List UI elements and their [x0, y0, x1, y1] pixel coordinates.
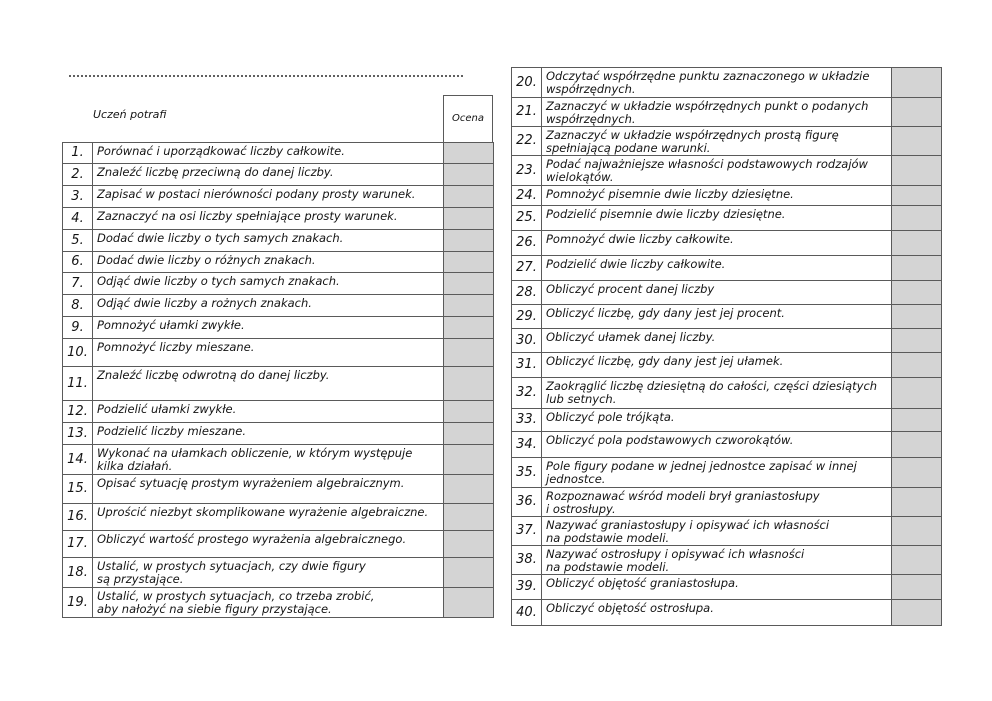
- checklist-row: [63, 423, 494, 445]
- item-number: 8.: [63, 295, 93, 317]
- item-number: 23.: [512, 156, 542, 186]
- grade-cell: [892, 206, 942, 231]
- checklist-row: [63, 317, 494, 339]
- item-number: 35.: [512, 458, 542, 488]
- item-skill-text: Nazywać ostrosłupy i opisywać ich własności na podstawie modeli.: [542, 546, 892, 575]
- checklist-row: [512, 68, 942, 98]
- item-skill-text: Pomnożyć liczby mieszane.: [93, 339, 444, 367]
- item-skill-text: Zaokrąglić liczbę dziesiętną do całości, części dziesiątych lub setnych.: [542, 378, 892, 409]
- checklist-row: [512, 458, 942, 488]
- grade-cell: [444, 252, 494, 273]
- grade-cell: [444, 186, 494, 208]
- item-number: 10.: [63, 339, 93, 367]
- item-number: 29.: [512, 305, 542, 329]
- item-skill-text: Uprościć niezbyt skomplikowane wyrażenie algebraiczne.: [93, 504, 444, 531]
- grade-cell: [892, 378, 942, 409]
- checklist-row: [63, 295, 494, 317]
- item-number: 25.: [512, 206, 542, 231]
- item-skill-text: Pomnożyć dwie liczby całkowite.: [542, 231, 892, 256]
- grade-cell: [892, 353, 942, 378]
- grade-cell: [444, 143, 494, 164]
- checklist-row: [63, 230, 494, 252]
- checklist-row: [512, 546, 942, 575]
- item-skill-text: Obliczyć wartość prostego wyrażenia algebraicznego.: [93, 531, 444, 558]
- item-skill-text: Znaleźć liczbę przeciwną do danej liczby.: [93, 164, 444, 186]
- item-number: 3.: [63, 186, 93, 208]
- checklist-row: [512, 575, 942, 600]
- checklist-row: [63, 531, 494, 558]
- checklist-row: [63, 339, 494, 367]
- checklist-row: [512, 206, 942, 231]
- grade-cell: [892, 98, 942, 127]
- checklist-row: [512, 378, 942, 409]
- item-number: 40.: [512, 600, 542, 626]
- grade-cell: [892, 231, 942, 256]
- item-skill-text: Porównać i uporządkować liczby całkowite.: [93, 143, 444, 164]
- skills-table-right-body: [512, 68, 942, 626]
- checklist-row: [63, 252, 494, 273]
- item-skill-text: Zaznaczyć w układzie współrzędnych prostą figurę spełniającą podane warunki.: [542, 127, 892, 156]
- checklist-row: [63, 164, 494, 186]
- checklist-row: [512, 409, 942, 432]
- item-number: 36.: [512, 488, 542, 517]
- item-number: 14.: [63, 445, 93, 475]
- item-skill-text: Obliczyć pola podstawowych czworokątów.: [542, 432, 892, 458]
- item-skill-text: Znaleźć liczbę odwrotną do danej liczby.: [93, 367, 444, 401]
- grade-cell: [444, 423, 494, 445]
- item-skill-text: Dodać dwie liczby o tych samych znakach.: [93, 230, 444, 252]
- student-skills-heading: Uczeń potrafi: [93, 108, 167, 121]
- grade-cell: [892, 256, 942, 281]
- item-skill-text: Podzielić dwie liczby całkowite.: [542, 256, 892, 281]
- grade-cell: [444, 164, 494, 186]
- skills-table-left: [62, 142, 494, 618]
- item-number: 33.: [512, 409, 542, 432]
- item-number: 28.: [512, 281, 542, 305]
- item-skill-text: Rozpoznawać wśród modeli brył graniastosłupy i ostrosłupy.: [542, 488, 892, 517]
- grade-cell: [892, 600, 942, 626]
- grade-cell: [444, 295, 494, 317]
- checklist-row: [512, 600, 942, 626]
- item-number: 9.: [63, 317, 93, 339]
- grade-cell: [444, 230, 494, 252]
- item-skill-text: Podzielić ułamki zwykłe.: [93, 401, 444, 423]
- grade-cell: [892, 546, 942, 575]
- item-skill-text: Podać najważniejsze własności podstawowych rodzajów wielokątów.: [542, 156, 892, 186]
- item-skill-text: Ustalić, w prostych sytuacjach, co trzeba zrobić, aby nałożyć na siebie figury przystające.: [93, 588, 444, 618]
- checklist-row: [63, 143, 494, 164]
- item-skill-text: Zapisać w postaci nierówności podany prosty warunek.: [93, 186, 444, 208]
- item-number: 6.: [63, 252, 93, 273]
- item-skill-text: Obliczyć objętość ostrosłupa.: [542, 600, 892, 626]
- checklist-row: [63, 504, 494, 531]
- item-number: 37.: [512, 517, 542, 546]
- checklist-row: [63, 475, 494, 504]
- item-number: 2.: [63, 164, 93, 186]
- checklist-row: [512, 281, 942, 305]
- item-number: 30.: [512, 329, 542, 353]
- grade-cell: [444, 208, 494, 230]
- item-number: 18.: [63, 558, 93, 588]
- checklist-row: [63, 208, 494, 230]
- item-number: 21.: [512, 98, 542, 127]
- grade-cell: [892, 329, 942, 353]
- item-number: 26.: [512, 231, 542, 256]
- grade-cell: [892, 186, 942, 206]
- grade-cell: [892, 281, 942, 305]
- checklist-row: [63, 186, 494, 208]
- item-skill-text: Obliczyć ułamek danej liczby.: [542, 329, 892, 353]
- checklist-row: [63, 401, 494, 423]
- item-number: 7.: [63, 273, 93, 295]
- grade-cell: [444, 401, 494, 423]
- item-skill-text: Odjąć dwie liczby o tych samych znakach.: [93, 273, 444, 295]
- checklist-row: [512, 127, 942, 156]
- checklist-row: [63, 367, 494, 401]
- grade-cell: [444, 588, 494, 618]
- grade-cell: [892, 488, 942, 517]
- item-skill-text: Ustalić, w prostych sytuacjach, czy dwie figury są przystające.: [93, 558, 444, 588]
- grade-cell: [892, 575, 942, 600]
- grade-cell: [444, 339, 494, 367]
- grade-cell: [444, 531, 494, 558]
- item-skill-text: Podzielić pisemnie dwie liczby dziesiętne.: [542, 206, 892, 231]
- item-skill-text: Odjąć dwie liczby a rożnych znakach.: [93, 295, 444, 317]
- grade-cell: [892, 68, 942, 98]
- checklist-row: [512, 98, 942, 127]
- item-skill-text: Obliczyć objętość graniastosłupa.: [542, 575, 892, 600]
- name-blank-line: [68, 75, 465, 77]
- checklist-row: [63, 273, 494, 295]
- item-number: 34.: [512, 432, 542, 458]
- item-number: 27.: [512, 256, 542, 281]
- grade-cell: [444, 504, 494, 531]
- grade-cell: [892, 305, 942, 329]
- skills-table-left-body: [63, 143, 494, 618]
- item-number: 39.: [512, 575, 542, 600]
- checklist-row: [512, 329, 942, 353]
- item-number: 17.: [63, 531, 93, 558]
- grade-cell: [892, 156, 942, 186]
- grade-cell: [892, 517, 942, 546]
- item-skill-text: Odczytać współrzędne punktu zaznaczonego w układzie współrzędnych.: [542, 68, 892, 98]
- item-skill-text: Obliczyć procent danej liczby: [542, 281, 892, 305]
- item-number: 5.: [63, 230, 93, 252]
- checklist-row: [512, 305, 942, 329]
- grade-cell: [444, 445, 494, 475]
- item-number: 15.: [63, 475, 93, 504]
- item-number: 11.: [63, 367, 93, 401]
- item-skill-text: Pomnożyć ułamki zwykłe.: [93, 317, 444, 339]
- item-number: 19.: [63, 588, 93, 618]
- checklist-row: [512, 186, 942, 206]
- item-skill-text: Podzielić liczby mieszane.: [93, 423, 444, 445]
- grade-cell: [444, 367, 494, 401]
- item-skill-text: Zaznaczyć w układzie współrzędnych punkt o podanych współrzędnych.: [542, 98, 892, 127]
- item-number: 1.: [63, 143, 93, 164]
- item-number: 12.: [63, 401, 93, 423]
- item-skill-text: Opisać sytuację prostym wyrażeniem algebraicznym.: [93, 475, 444, 504]
- checklist-row: [512, 353, 942, 378]
- item-skill-text: Pomnożyć pisemnie dwie liczby dziesiętne.: [542, 186, 892, 206]
- grade-cell: [892, 458, 942, 488]
- checklist-row: [63, 558, 494, 588]
- checklist-row: [63, 588, 494, 618]
- item-number: 24.: [512, 186, 542, 206]
- checklist-row: [512, 517, 942, 546]
- grade-cell: [892, 127, 942, 156]
- item-number: 31.: [512, 353, 542, 378]
- item-skill-text: Zaznaczyć na osi liczby spełniające prosty warunek.: [93, 208, 444, 230]
- grade-cell: [892, 409, 942, 432]
- item-skill-text: Nazywać graniastosłupy i opisywać ich własności na podstawie modeli.: [542, 517, 892, 546]
- grade-column-heading: Ocena: [443, 95, 493, 142]
- item-number: 22.: [512, 127, 542, 156]
- grade-cell: [444, 558, 494, 588]
- item-skill-text: Obliczyć liczbę, gdy dany jest jej ułamek.: [542, 353, 892, 378]
- item-skill-text: Pole figury podane w jednej jednostce zapisać w innej jednostce.: [542, 458, 892, 488]
- checklist-row: [512, 488, 942, 517]
- checklist-row: [63, 445, 494, 475]
- checklist-row: [512, 231, 942, 256]
- item-number: 38.: [512, 546, 542, 575]
- item-number: 13.: [63, 423, 93, 445]
- grade-cell: [892, 432, 942, 458]
- item-number: 16.: [63, 504, 93, 531]
- checklist-row: [512, 156, 942, 186]
- item-skill-text: Wykonać na ułamkach obliczenie, w którym występuje kilka działań.: [93, 445, 444, 475]
- checklist-row: [512, 432, 942, 458]
- item-number: 20.: [512, 68, 542, 98]
- item-skill-text: Obliczyć pole trójkąta.: [542, 409, 892, 432]
- item-skill-text: Dodać dwie liczby o różnych znakach.: [93, 252, 444, 273]
- grade-cell: [444, 475, 494, 504]
- item-skill-text: Obliczyć liczbę, gdy dany jest jej procent.: [542, 305, 892, 329]
- checklist-row: [512, 256, 942, 281]
- grade-cell: [444, 317, 494, 339]
- skills-table-right: [511, 67, 942, 626]
- grade-cell: [444, 273, 494, 295]
- item-number: 4.: [63, 208, 93, 230]
- item-number: 32.: [512, 378, 542, 409]
